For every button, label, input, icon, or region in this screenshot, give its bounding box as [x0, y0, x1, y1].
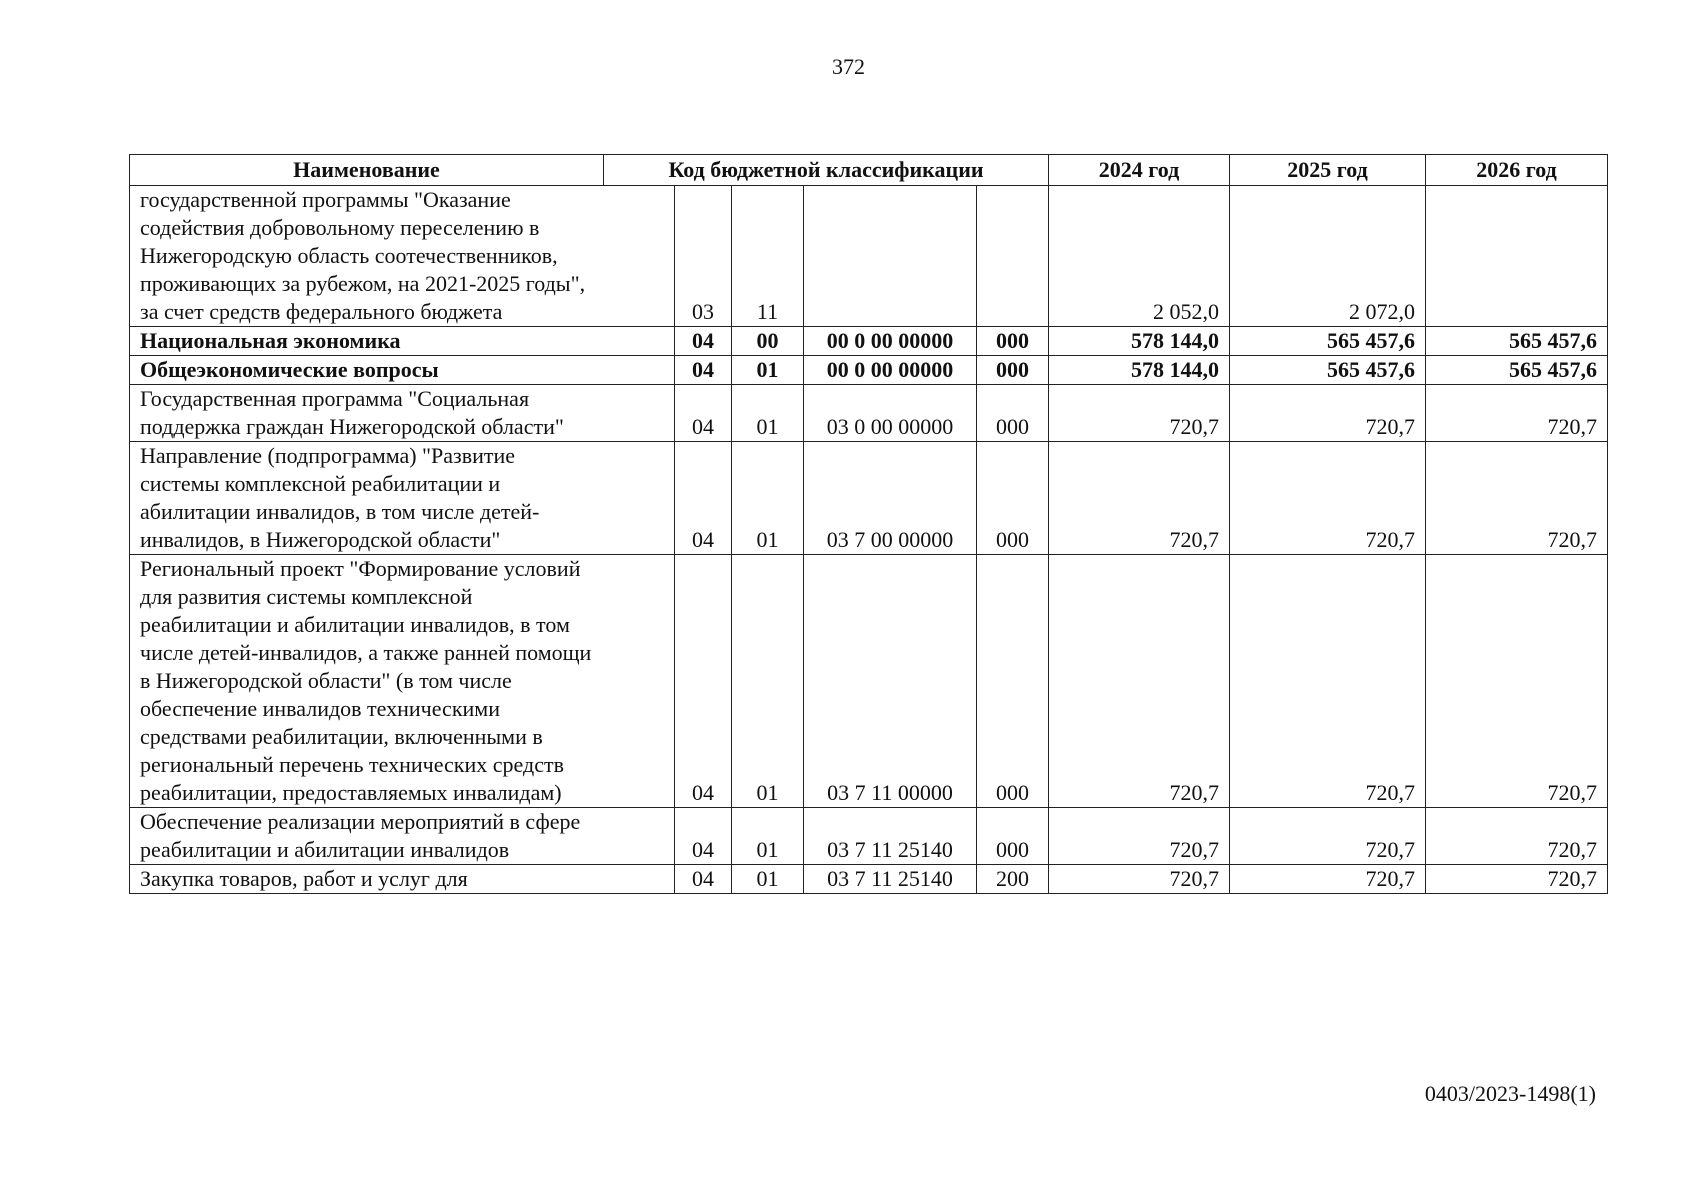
- row-value-2024: 720,7: [1049, 808, 1230, 865]
- row-code-subsection: 01: [732, 808, 804, 865]
- row-code-subsection: 01: [732, 385, 804, 442]
- row-code-expense-type: 000: [977, 808, 1049, 865]
- row-value-2025: 720,7: [1230, 442, 1426, 555]
- table-body: [130, 186, 1608, 894]
- row-code-subsection: 11: [732, 186, 804, 327]
- row-code-target: [804, 186, 977, 327]
- row-name: Направление (подпрограмма) "Развитие системы комплексной реабилитации и абилитации инвалидов, в том числе детей-инвалидов, в Нижегородской области": [130, 442, 604, 555]
- row-value-2026: 720,7: [1426, 865, 1608, 894]
- row-code-target: 03 7 00 00000: [804, 442, 977, 555]
- row-value-2024: 720,7: [1049, 555, 1230, 808]
- row-code-expense-type: 000: [977, 385, 1049, 442]
- header-code: Код бюджетной классификации: [604, 155, 1049, 186]
- row-value-2025: 720,7: [1230, 808, 1426, 865]
- budget-table: [129, 154, 1608, 894]
- table-row: [130, 808, 1608, 865]
- row-code-target: 03 7 11 25140: [804, 865, 977, 894]
- header-2024: 2024 год: [1049, 155, 1230, 186]
- table-row: [130, 442, 1608, 555]
- row-code-expense-type: 200: [977, 865, 1049, 894]
- row-value-2026: 720,7: [1426, 555, 1608, 808]
- row-value-2026: 720,7: [1426, 385, 1608, 442]
- row-value-2024: 2 052,0: [1049, 186, 1230, 327]
- row-name: Обеспечение реализации мероприятий в сфере реабилитации и абилитации инвалидов: [130, 808, 604, 865]
- row-code-section: 04: [675, 356, 732, 385]
- row-value-2026: 565 457,6: [1426, 356, 1608, 385]
- row-value-2024: 720,7: [1049, 442, 1230, 555]
- row-value-2025: 720,7: [1230, 555, 1426, 808]
- table-row: [130, 555, 1608, 808]
- row-value-2025: 565 457,6: [1230, 356, 1426, 385]
- row-code-target: 03 7 11 00000: [804, 555, 977, 808]
- header-name: Наименование: [130, 155, 604, 186]
- row-gap: [604, 356, 675, 385]
- row-gap: [604, 442, 675, 555]
- header-2025: 2025 год: [1230, 155, 1426, 186]
- header-2026: 2026 год: [1426, 155, 1608, 186]
- row-gap: [604, 186, 675, 327]
- row-code-subsection: 01: [732, 356, 804, 385]
- row-gap: [604, 865, 675, 894]
- row-value-2026: [1426, 186, 1608, 327]
- row-code-target: 00 0 00 00000: [804, 356, 977, 385]
- row-code-expense-type: 000: [977, 442, 1049, 555]
- row-code-target: 00 0 00 00000: [804, 327, 977, 356]
- table-row: [130, 865, 1608, 894]
- row-value-2024: 578 144,0: [1049, 356, 1230, 385]
- row-name: Государственная программа "Социальная поддержка граждан Нижегородской области": [130, 385, 604, 442]
- row-name: государственной программы "Оказание содействия добровольному переселению в Нижегородскую область соотечественников, проживающих за рубежом, на 2021-2025 годы", за счет средств федерального бюджета: [130, 186, 604, 327]
- table-row: [130, 186, 1608, 327]
- row-code-subsection: 00: [732, 327, 804, 356]
- row-name: Национальная экономика: [130, 327, 604, 356]
- row-code-section: 04: [675, 865, 732, 894]
- row-code-subsection: 01: [732, 442, 804, 555]
- row-code-expense-type: 000: [977, 555, 1049, 808]
- row-code-target: 03 0 00 00000: [804, 385, 977, 442]
- table-header-row: [130, 155, 1608, 186]
- row-code-section: 04: [675, 442, 732, 555]
- row-gap: [604, 385, 675, 442]
- table-row: [130, 356, 1608, 385]
- row-gap: [604, 808, 675, 865]
- row-gap: [604, 327, 675, 356]
- row-gap: [604, 555, 675, 808]
- row-value-2026: 720,7: [1426, 808, 1608, 865]
- row-value-2025: 565 457,6: [1230, 327, 1426, 356]
- row-code-subsection: 01: [732, 555, 804, 808]
- table-row: [130, 327, 1608, 356]
- row-code-expense-type: [977, 186, 1049, 327]
- row-value-2025: 720,7: [1230, 385, 1426, 442]
- row-value-2025: 2 072,0: [1230, 186, 1426, 327]
- row-code-section: 04: [675, 385, 732, 442]
- row-value-2024: 720,7: [1049, 865, 1230, 894]
- row-name: Региональный проект "Формирование условий для развития системы комплексной реабилитации и абилитации инвалидов, в том числе детей-инвалидов, а также ранней помощи в Нижегородской области" (в том числе обеспечение инвалидов техническими средствами реабилитации, включенными в региональный перечень технических средств реабилитации, предоставляемых инвалидам): [130, 555, 604, 808]
- row-code-section: 04: [675, 808, 732, 865]
- row-code-section: 04: [675, 327, 732, 356]
- row-name: Закупка товаров, работ и услуг для: [130, 865, 604, 894]
- row-name: Общеэкономические вопросы: [130, 356, 604, 385]
- row-code-section: 04: [675, 555, 732, 808]
- row-code-subsection: 01: [732, 865, 804, 894]
- table-row: [130, 385, 1608, 442]
- row-value-2026: 720,7: [1426, 442, 1608, 555]
- row-value-2024: 720,7: [1049, 385, 1230, 442]
- row-code-expense-type: 000: [977, 327, 1049, 356]
- row-value-2026: 565 457,6: [1426, 327, 1608, 356]
- row-code-section: 03: [675, 186, 732, 327]
- page-number: 372: [832, 54, 865, 79]
- document-code: 0403/2023-1498(1): [1424, 1081, 1596, 1106]
- row-value-2025: 720,7: [1230, 865, 1426, 894]
- row-value-2024: 578 144,0: [1049, 327, 1230, 356]
- row-code-expense-type: 000: [977, 356, 1049, 385]
- row-code-target: 03 7 11 25140: [804, 808, 977, 865]
